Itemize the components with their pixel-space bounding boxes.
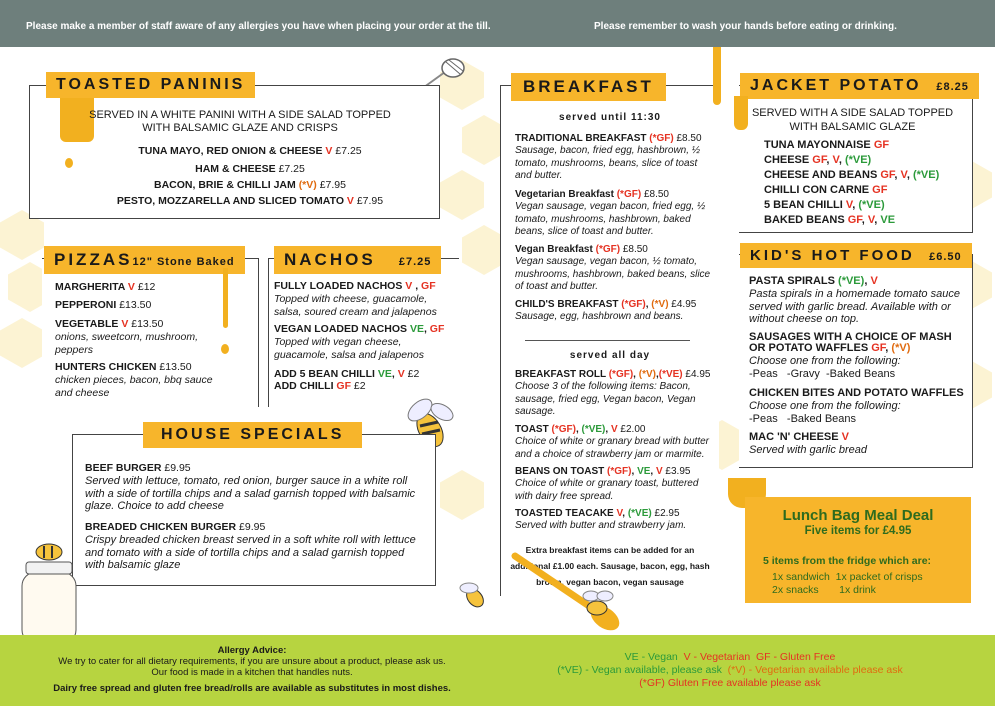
pizza-desc: onions, sweetcorn, mushroom, peppers (55, 331, 198, 356)
nachos-item: VEGAN LOADED NACHOS VE, GF (274, 323, 445, 335)
breakfast-item: CHILD'S BREAKFAST (*GF), (*V) £4.95 (515, 299, 697, 310)
nachos-desc: Topped with vegan cheese, guacamole, salsa and jalapenos (274, 336, 425, 361)
nachos-item: FULLY LOADED NACHOS V , GF (274, 280, 436, 292)
jacket-title: JACKET POTATO £8.25 (740, 73, 979, 99)
nachos-title: NACHOS £7.25 (274, 246, 441, 274)
breakfast-desc: Choice of white or granary toast, buttered with dairy free spread. (515, 478, 699, 502)
house-specials-title: HOUSE SPECIALS (143, 422, 362, 448)
meal-deal-panel (745, 497, 971, 603)
house-desc: Crispy breaded chicken breast served in a soft white roll with lettuce and tomato with a side of tortilla chips and a salad garnish topped with balsamic glaze (85, 534, 416, 572)
kids-title: KID'S HOT FOOD £6.50 (740, 243, 972, 268)
kids-desc: Pasta spirals in a homemade tomato sauce served with garlic bread. Available with or without cheese on top. (749, 288, 960, 326)
breakfast-desc: Sausage, egg, hashbrown and beans. (515, 311, 684, 322)
nachos-addon: ADD CHILLI GF £2 (274, 380, 366, 392)
breakfast-desc: Choose 3 of the following items: Bacon, sausage, fried egg, Vegan bacon, Vegan sausage. (515, 381, 696, 418)
paninis-title: TOASTED PANINIS (46, 72, 255, 98)
allergy-line: Dairy free spread and gluten free bread/rolls are available as substitutes in most dishes. (53, 683, 451, 694)
meal-deal-subtitle: Five items for £4.95 (804, 525, 912, 537)
pizza-desc: chicken pieces, bacon, bbq sauce and cheese (55, 374, 213, 399)
jacket-item: 5 BEAN CHILLI V, (*VE) (764, 199, 885, 211)
jacket-desc-1: SERVED WITH A SIDE SALAD TOPPED (751, 107, 954, 119)
breakfast-extras: Extra breakfast items can be added for an additional £1.00 each. Sausage, bacon, egg, hash brown, vegan bacon, vegan sausage (510, 545, 710, 587)
nachos-addon: ADD 5 BEAN CHILLI VE, V £2 (274, 368, 420, 380)
honeycomb-decoration (440, 470, 484, 520)
pizza-item: PEPPERONI £13.50 (55, 299, 152, 311)
divider (525, 340, 690, 341)
kids-options: -Peas -Gravy -Baked Beans (749, 368, 896, 380)
meal-deal-row: 1x sandwich 1x packet of crisps (772, 571, 923, 583)
meal-deal-title: Lunch Bag Meal Deal (782, 507, 934, 524)
meal-deal-row: 2x snacks 1x drink (772, 584, 876, 596)
pizza-item: VEGETABLE V £13.50 (55, 318, 164, 330)
panini-item: PESTO, MOZZARELLA AND SLICED TOMATO V £7.95 (116, 195, 384, 207)
paninis-desc-1: SERVED IN A WHITE PANINI WITH A SIDE SALAD TOPPED (89, 109, 391, 121)
kids-options: -Peas -Baked Beans (749, 413, 857, 425)
kids-desc: Choose one from the following: (749, 400, 901, 412)
panini-item: HAM & CHEESE £7.25 (195, 163, 305, 175)
kids-desc: Choose one from the following: (749, 355, 901, 367)
allergy-notice: Please make a member of staff aware of any allergies you have when placing your order at the till. (26, 21, 491, 32)
diet-key: (*GF) Gluten Free available please ask (639, 677, 821, 689)
jacket-item: BAKED BEANS GF, V, VE (764, 214, 896, 226)
jacket-item: CHILLI CON CARNE GF (764, 184, 888, 196)
breakfast-item: TOAST (*GF), (*VE), V £2.00 (515, 424, 646, 435)
jacket-item: TUNA MAYONNAISE GF (764, 139, 890, 151)
breakfast-item: TRADITIONAL BREAKFAST (*GF) £8.50 (515, 133, 702, 144)
breakfast-item: BREAKFAST ROLL (*GF), (*V),(*VE) £4.95 (515, 369, 711, 380)
breakfast-served-all-day: served all day (569, 350, 651, 361)
kids-item: CHICKEN BITES AND POTATO WAFFLES (749, 387, 964, 399)
breakfast-desc: Served with butter and strawberry jam. (515, 520, 687, 531)
house-item: BEEF BURGER £9.95 (85, 462, 191, 474)
breakfast-item: TOASTED TEACAKE V, (*VE) £2.95 (515, 508, 680, 519)
meal-deal-lead: 5 items from the fridge which are: (763, 555, 932, 567)
allergy-title: Allergy Advice: (217, 645, 287, 656)
top-banner (0, 0, 995, 47)
nachos-desc: Topped with cheese, guacamole, salsa, soured cream and jalapenos (274, 293, 437, 318)
breakfast-desc: Vegan sausage, vegan bacon, ½ tomato, mushrooms, hashbrown, baked beans, slice of toast and butter. (515, 256, 711, 293)
pizzas-title: PIZZAS12" Stone Baked (44, 246, 245, 274)
jacket-desc-2: WITH BALSAMIC GLAZE (789, 121, 916, 133)
honeycomb-decoration (440, 170, 484, 220)
honey-drip (223, 268, 228, 328)
house-desc: Served with lettuce, tomato, red onion, burger sauce in a white roll with a side of tortilla chips and a salad garnish topped with balsamic glaze. Choice to add cheese (85, 475, 416, 513)
breakfast-desc: Vegan sausage, vegan bacon, fried egg, ½ tomato, mushrooms, hashbrown, baked beans, slice of toast and butter. (515, 201, 706, 238)
paninis-desc-2: WITH BALSAMIC GLAZE AND CRISPS (142, 122, 338, 134)
breakfast-served-until: served until 11:30 (559, 112, 661, 123)
kids-item: MAC 'N' CHEESE V (749, 431, 849, 443)
panini-item: TUNA MAYO, RED ONION & CHEESE V £7.25 (138, 145, 362, 157)
breakfast-item: Vegetarian Breakfast (*GF) £8.50 (515, 189, 669, 200)
honey-drip (713, 47, 721, 105)
pizza-item: MARGHERITA V £12 (55, 281, 156, 293)
kids-item: SAUSAGES WITH A CHOICE OF MASH OR POTATO WAFFLES GF, (*V) (749, 331, 952, 354)
panini-item: BACON, BRIE & CHILLI JAM (*V) £7.95 (154, 179, 346, 191)
allergy-line: We try to cater for all dietary requirements, if you are unsure about a product, please ask us. (58, 656, 446, 667)
pizza-item: HUNTERS CHICKEN £13.50 (55, 361, 192, 373)
handwash-notice: Please remember to wash your hands before eating or drinking. (594, 21, 897, 32)
bee-icon (575, 586, 621, 622)
diet-key: (*VE) - Vegan available, please ask (*V) - Vegetarian available please ask (557, 664, 903, 676)
breakfast-desc: Choice of white or granary bread with butter and a choice of strawberry jam or marmite. (515, 436, 709, 460)
honey-drop (65, 158, 73, 168)
allergy-line: Our food is made in a kitchen that handles nuts. (151, 667, 353, 678)
kids-desc: Served with garlic bread (749, 444, 868, 456)
house-item: BREADED CHICKEN BURGER £9.95 (85, 521, 266, 533)
breakfast-desc: Sausage, bacon, fried egg, hashbrown, ½ tomato, mushrooms, beans, slice of toast and butter. (515, 145, 701, 182)
kids-item: PASTA SPIRALS (*VE), V (749, 275, 878, 287)
breakfast-item: Vegan Breakfast (*GF) £8.50 (515, 244, 648, 255)
jacket-item: CHEESE AND BEANS GF, V, (*VE) (764, 169, 940, 181)
honeycomb-decoration (0, 318, 44, 368)
diet-key: VE - Vegan V - Vegetarian GF - Gluten Free (624, 651, 836, 663)
breakfast-item: BEANS ON TOAST (*GF), VE, V £3.95 (515, 466, 691, 477)
jacket-item: CHEESE GF, V, (*VE) (764, 154, 872, 166)
breakfast-title: BREAKFAST (511, 73, 666, 101)
